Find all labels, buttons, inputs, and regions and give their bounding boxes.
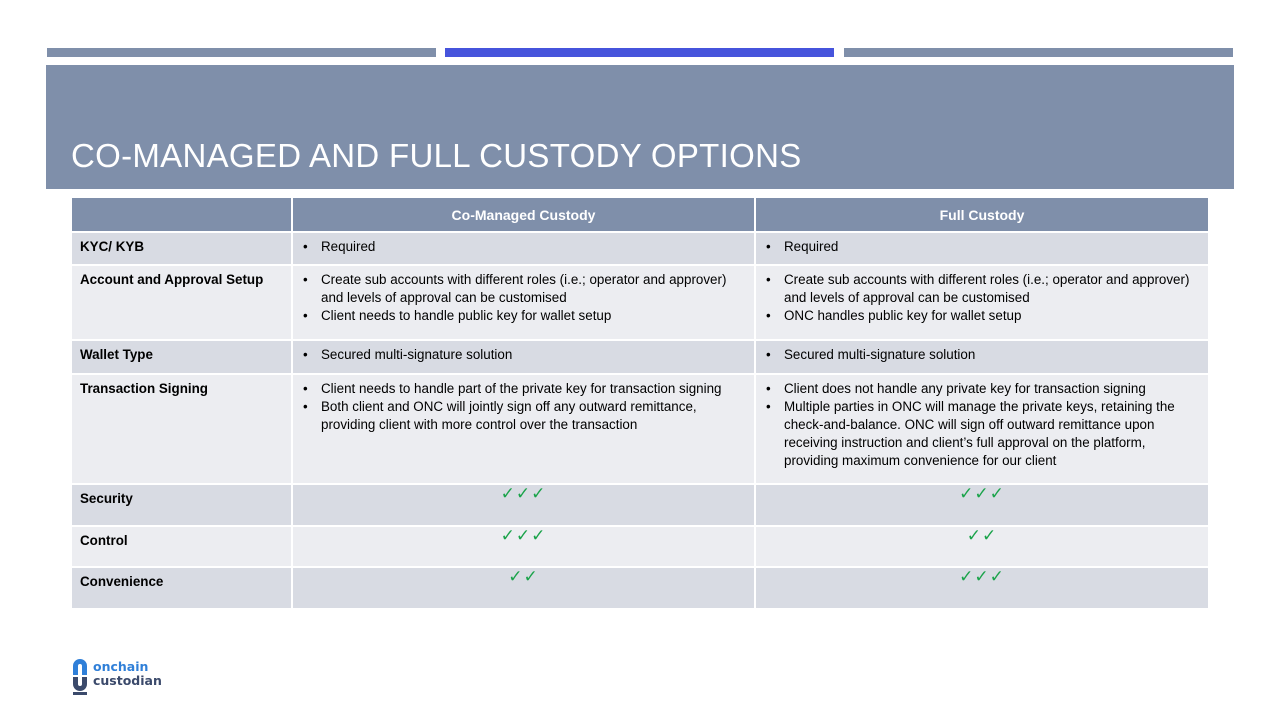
row-label: Control	[71, 526, 292, 567]
row-label: Account and Approval Setup	[71, 265, 292, 340]
row-label: Wallet Type	[71, 340, 292, 374]
header-full-custody: Full Custody	[755, 197, 1209, 232]
full-custody-checkmarks: ✓✓✓	[755, 567, 1209, 609]
slide-title: CO-MANAGED AND FULL CUSTODY OPTIONS	[71, 137, 802, 174]
row-label: Security	[71, 484, 292, 526]
full-custody-checkmarks: ✓✓✓	[755, 484, 1209, 526]
comparison-table	[70, 196, 1210, 610]
table-row-security	[71, 484, 1209, 526]
bullet-item: • Multiple parties in ONC will manage the private keys, retaining the check-and-balance. ONC will sign off outward remittance upon receiving instruction and client’s full approval on the platform, providing maximum convenience for our client	[764, 398, 1200, 470]
logo-text-line1: onchain	[93, 659, 149, 674]
table-row-kyc	[71, 232, 1209, 265]
top-accent-bar-right	[844, 48, 1233, 57]
co-managed-cell	[292, 265, 755, 340]
table-row-control	[71, 526, 1209, 567]
full-custody-cell	[755, 374, 1209, 484]
bullet-item: • Required	[301, 238, 746, 256]
company-logo	[71, 659, 181, 695]
bullet-item: • ONC handles public key for wallet setup	[764, 307, 1200, 325]
row-label: KYC/ KYB	[71, 232, 292, 265]
full-custody-cell	[755, 265, 1209, 340]
bullet-item: • Required	[764, 238, 1200, 256]
bullet-item: • Both client and ONC will jointly sign off any outward remittance, providing client with more control over the transaction	[301, 398, 746, 434]
row-label: Transaction Signing	[71, 374, 292, 484]
co-managed-cell	[292, 232, 755, 265]
table-header-row	[71, 197, 1209, 232]
co-managed-checkmarks: ✓✓✓	[292, 526, 755, 567]
co-managed-checkmarks: ✓✓✓	[292, 484, 755, 526]
top-accent-bar-left	[47, 48, 436, 57]
table-row-wallet-type	[71, 340, 1209, 374]
full-custody-cell	[755, 340, 1209, 374]
title-band	[46, 65, 1234, 189]
table-row-convenience	[71, 567, 1209, 609]
bullet-item: • Client needs to handle part of the private key for transaction signing	[301, 380, 746, 398]
bullet-item: • Create sub accounts with different roles (i.e.; operator and approver) and levels of approval can be customised	[764, 271, 1200, 307]
table-row-account-setup	[71, 265, 1209, 340]
bullet-item: • Create sub accounts with different roles (i.e.; operator and approver) and levels of approval can be customised	[301, 271, 746, 307]
table-row-transaction-signing	[71, 374, 1209, 484]
bullet-item: • Client needs to handle public key for wallet setup	[301, 307, 746, 325]
header-empty	[71, 197, 292, 232]
bullet-item: • Secured multi-signature solution	[764, 346, 1200, 364]
row-label: Convenience	[71, 567, 292, 609]
top-accent-bar-center	[445, 48, 834, 57]
onchain-logo-icon	[71, 659, 89, 695]
co-managed-cell	[292, 374, 755, 484]
bullet-item: • Client does not handle any private key for transaction signing	[764, 380, 1200, 398]
co-managed-checkmarks: ✓✓	[292, 567, 755, 609]
full-custody-cell	[755, 232, 1209, 265]
full-custody-checkmarks: ✓✓	[755, 526, 1209, 567]
header-co-managed: Co-Managed Custody	[292, 197, 755, 232]
co-managed-cell	[292, 340, 755, 374]
logo-text-line2: custodian	[93, 673, 162, 688]
bullet-item: • Secured multi-signature solution	[301, 346, 746, 364]
